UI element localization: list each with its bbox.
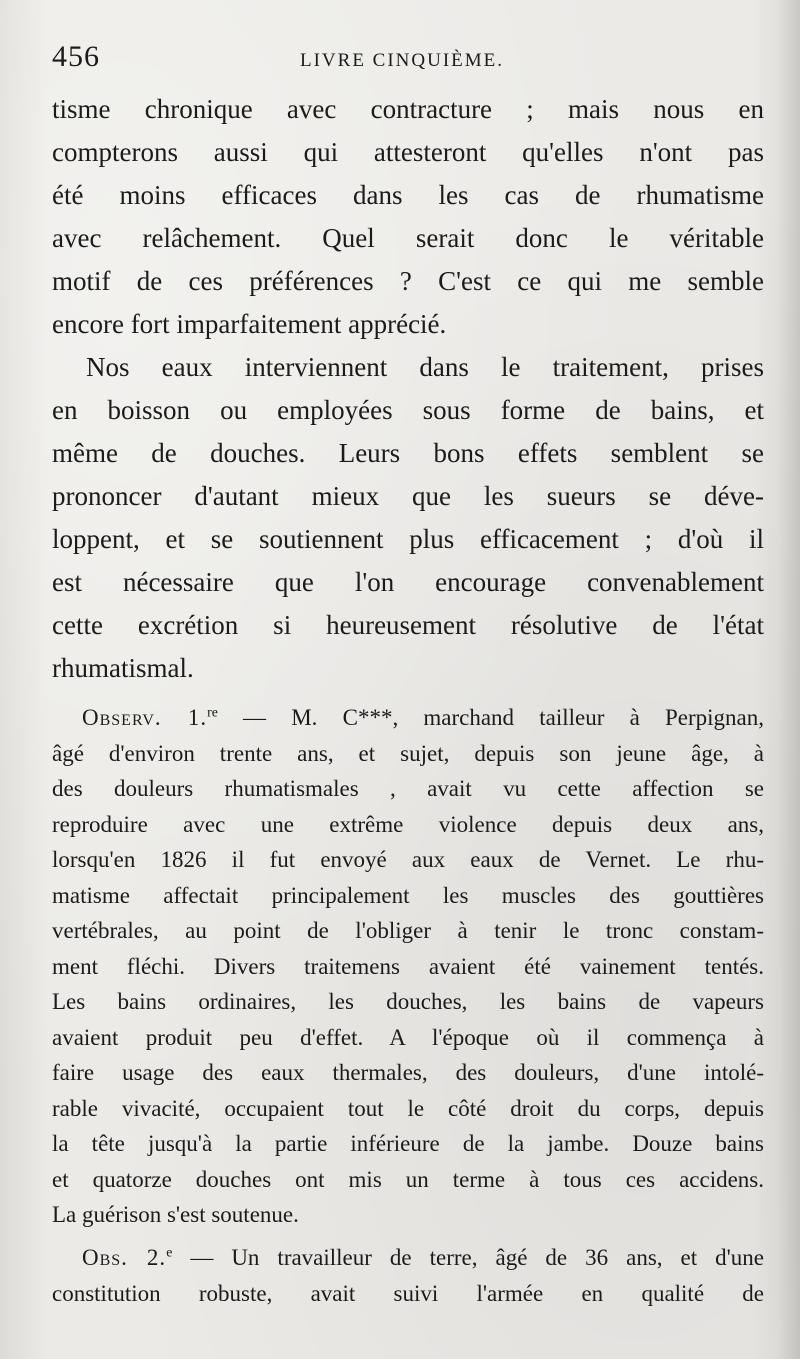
paragraph-1 bbox=[52, 88, 764, 346]
main-text bbox=[52, 88, 764, 690]
text-line: encore fort imparfaitement apprécié. bbox=[52, 309, 447, 339]
text-line: constitution robuste, avait suivi l'armée en qualité de bbox=[52, 1280, 764, 1306]
text-line: vertébrales, au point de l'obliger à tenir le tronc constam- bbox=[52, 918, 764, 943]
observation-label: Observ. 1. bbox=[82, 705, 208, 730]
text-line: est nécessaire que l'on encourage convenablement bbox=[52, 567, 764, 597]
text-line: compterons aussi qui attesteront qu'elles n'ont pas bbox=[52, 137, 764, 167]
page-edge-shadow bbox=[778, 0, 800, 1359]
text-line: âgé d'environ trente ans, et sujet, depuis son jeune âge, à bbox=[52, 740, 764, 766]
text-line: même de douches. Leurs bons effets semblent se bbox=[52, 438, 764, 468]
text-line: reproduire avec une extrême violence depuis deux ans, bbox=[52, 811, 764, 837]
text-line: rable vivacité, occupaient tout le côté droit du corps, depuis bbox=[52, 1095, 764, 1121]
text-line: Nos eaux interviennent dans le traitement, prises bbox=[86, 352, 764, 382]
observation-1 bbox=[52, 700, 764, 1233]
text-line: la tête jusqu'à la partie inférieure de la jambe. Douze bains bbox=[52, 1131, 764, 1156]
text-line: et quatorze douches ont mis un terme à tous ces accidens. bbox=[52, 1166, 764, 1192]
observation-label: Obs. 2. bbox=[82, 1245, 167, 1270]
observation-label-superscript: e bbox=[166, 1244, 173, 1260]
text-line: lorsqu'en 1826 il fut envoyé aux eaux de Vernet. Le rhu- bbox=[52, 847, 764, 872]
observation-heading-line bbox=[52, 1240, 764, 1276]
text-line: cette excrétion si heureusement résolutive de l'état bbox=[52, 610, 764, 640]
observation-heading-line bbox=[52, 700, 764, 736]
text-line: tisme chronique avec contracture ; mais nous en bbox=[52, 94, 764, 124]
text-line: en boisson ou employées sous forme de bains, et bbox=[52, 395, 764, 425]
text-line: été moins efficaces dans les cas de rhumatisme bbox=[52, 180, 764, 210]
running-title: LIVRE CINQUIÈME. bbox=[300, 50, 505, 71]
page-number: 456 bbox=[52, 40, 100, 73]
text-line: avaient produit peu d'effet. A l'époque où il commença à bbox=[52, 1024, 764, 1050]
observation-label-superscript: re bbox=[207, 704, 218, 720]
text-line: faire usage des eaux thermales, des douleurs, d'une intolé- bbox=[52, 1060, 764, 1085]
paragraph-2 bbox=[52, 346, 764, 690]
text-line: avec relâchement. Quel serait donc le véritable bbox=[52, 223, 764, 253]
page-header bbox=[52, 40, 764, 80]
text-line: rhumatismal. bbox=[52, 653, 194, 683]
observation-2 bbox=[52, 1240, 764, 1311]
text-line: ment fléchi. Divers traitemens avaient été vainement tentés. bbox=[52, 953, 764, 979]
text-line: — M. C***, marchand tailleur à Perpignan, bbox=[243, 705, 764, 730]
text-line: des douleurs rhumatismales , avait vu cette affection se bbox=[52, 776, 764, 801]
text-line: La guérison s'est soutenue. bbox=[52, 1202, 299, 1227]
text-line: prononcer d'autant mieux que les sueurs se déve- bbox=[52, 481, 764, 511]
text-line: — Un travailleur de terre, âgé de 36 ans, et d'une bbox=[190, 1245, 764, 1270]
text-line: motif de ces préférences ? C'est ce qui me semble bbox=[52, 266, 764, 296]
text-line: Les bains ordinaires, les douches, les bains de vapeurs bbox=[52, 989, 764, 1014]
text-line: matisme affectait principalement les muscles des gouttières bbox=[52, 882, 764, 908]
text-line: loppent, et se soutiennent plus efficacement ; d'où il bbox=[52, 524, 764, 554]
